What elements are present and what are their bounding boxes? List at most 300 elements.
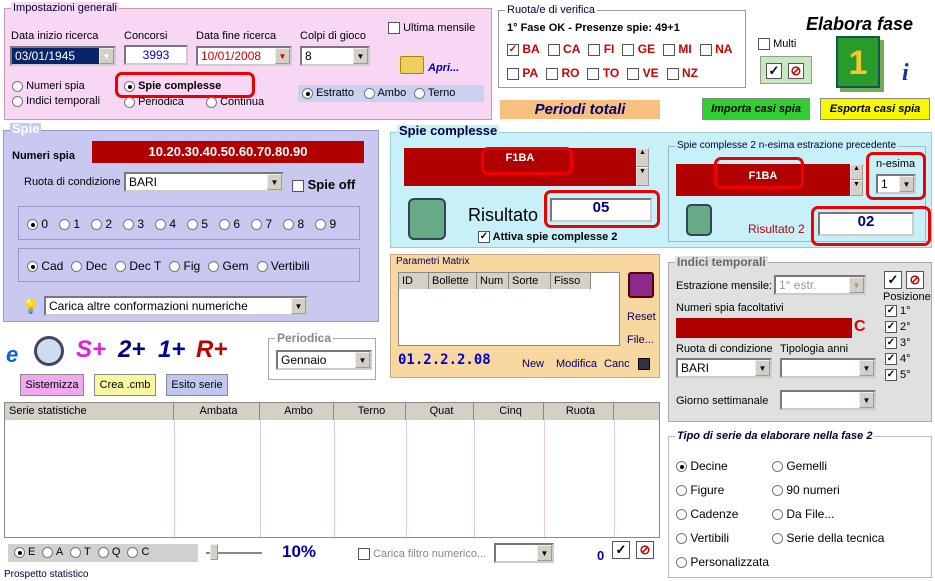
crea-cmb-button[interactable]: Crea .cmb — [94, 374, 156, 396]
save-icon[interactable] — [638, 358, 650, 370]
ambo-radio-label: Ambo — [377, 87, 407, 99]
digit-radio-0[interactable] — [27, 217, 48, 231]
radio[interactable] — [187, 219, 198, 230]
radio[interactable] — [315, 219, 326, 230]
checkbox[interactable]: ✓ — [886, 353, 896, 365]
tipo-serie-label: Vertibili — [687, 531, 730, 545]
radio[interactable] — [772, 485, 783, 496]
radio[interactable] — [676, 509, 687, 520]
checkbox[interactable] — [546, 68, 558, 80]
grid-col-cinq[interactable]: Cinq — [474, 403, 544, 420]
digit-label: 1 — [70, 217, 81, 231]
digit-label: 8 — [294, 217, 305, 231]
c-label: C — [854, 318, 866, 335]
ruota-label: CA — [563, 42, 581, 56]
posizione-checkboxes — [885, 303, 911, 383]
grid-col-lines — [174, 420, 175, 537]
carica-filtro-label: Carica filtro numerico... — [373, 548, 487, 560]
radio[interactable] — [70, 547, 81, 558]
radio[interactable] — [115, 261, 126, 272]
book-icon[interactable] — [628, 272, 654, 298]
posizione-4[interactable] — [885, 351, 911, 367]
checkbox[interactable] — [758, 38, 770, 50]
radio[interactable] — [676, 461, 687, 472]
grid-col-ruota[interactable]: Ruota — [544, 403, 614, 420]
tipo-serie-gemelli[interactable] — [772, 454, 884, 478]
impostazioni-title: Impostazioni generali — [13, 2, 117, 14]
tipo-serie-label: Personalizzata — [687, 555, 770, 569]
digit-radio-4[interactable] — [155, 217, 176, 231]
matrix-col-fisso: Fisso — [551, 273, 591, 289]
matrix-code: 01.2.2.2.08 — [398, 352, 491, 368]
continua-radio[interactable] — [206, 96, 264, 108]
sorte-label: Q — [108, 546, 121, 558]
sorte-label: T — [81, 546, 91, 558]
multi-toggle[interactable] — [758, 38, 796, 50]
reset-button[interactable]: Reset — [627, 311, 656, 323]
posizione-2[interactable] — [885, 319, 911, 335]
posizione-5[interactable] — [885, 367, 911, 383]
checkbox[interactable]: ✓ — [886, 305, 896, 317]
spie-complesse-title: Spie complesse — [399, 123, 498, 138]
highlight-box — [811, 206, 931, 246]
grid-col-lines — [614, 420, 615, 537]
grid-col-lines — [474, 420, 475, 537]
tipo-serie-decine[interactable] — [676, 454, 769, 478]
checkbox[interactable] — [627, 68, 639, 80]
chevron-down-icon[interactable]: ▼ — [755, 360, 770, 376]
radio[interactable] — [772, 533, 783, 544]
checkbox[interactable]: ✓ — [886, 369, 896, 381]
ruote-row-2 — [507, 66, 706, 80]
importa-button[interactable]: Importa casi spia — [702, 98, 810, 120]
device-icon — [686, 204, 712, 236]
digit-radio-5[interactable] — [187, 217, 208, 231]
radio[interactable] — [676, 485, 687, 496]
sorte-radio-q[interactable] — [98, 546, 121, 558]
tipo-serie-serie-della-tecnica[interactable] — [772, 526, 884, 550]
ruota-ve[interactable] — [627, 66, 658, 80]
radio[interactable] — [71, 261, 82, 272]
digit-label: 5 — [198, 217, 209, 231]
mode-label: Dec T — [126, 259, 162, 273]
ruota-verifica-title: Ruota/e di verifica — [507, 4, 596, 16]
phase-button[interactable] — [836, 36, 880, 88]
spie-complesse-2-title: Spie complesse 2 n-esima estrazione precedente — [677, 140, 897, 151]
grid-col-serie-statistiche[interactable]: Serie statistiche — [5, 403, 174, 420]
radio[interactable] — [251, 219, 262, 230]
checkbox[interactable] — [507, 68, 519, 80]
radio[interactable] — [676, 557, 687, 568]
radio[interactable] — [208, 261, 219, 272]
ruota-label: TO — [602, 66, 620, 80]
mode-label: Cad — [38, 259, 64, 273]
tipo-serie-figure[interactable] — [676, 478, 769, 502]
estratto-radio[interactable] — [302, 87, 354, 99]
highlight-box — [544, 190, 660, 228]
chevron-down-icon[interactable]: ▼ — [537, 545, 552, 561]
zoom-slider[interactable] — [206, 552, 262, 554]
radio[interactable] — [12, 81, 23, 92]
ruota-label: BA — [522, 42, 540, 56]
chevron-down-icon[interactable]: ▼ — [99, 48, 114, 64]
digit-label: 3 — [134, 217, 145, 231]
scroll-up-icon[interactable]: ▲ — [636, 148, 649, 167]
sorte-radio-e[interactable] — [14, 546, 35, 558]
carica-conformazioni-select[interactable] — [44, 296, 308, 316]
checkbox[interactable]: ✓ — [479, 231, 489, 243]
digit-radio-1[interactable] — [59, 217, 80, 231]
chevron-down-icon[interactable]: ▼ — [353, 48, 368, 64]
highlight-box — [714, 157, 804, 189]
sorte-radio-t[interactable] — [70, 546, 91, 558]
posizione-label: 2° — [897, 321, 911, 333]
checkbox[interactable] — [292, 180, 304, 192]
tipo-serie-label: Serie della tecnica — [783, 531, 885, 545]
radio[interactable] — [27, 261, 38, 272]
chevron-down-icon[interactable]: ▼ — [849, 277, 864, 293]
posizione-label: Posizione — [883, 291, 931, 303]
prospetto-label: Prospetto statistico — [4, 569, 89, 580]
ruota-label: VE — [642, 66, 659, 80]
chevron-down-icon[interactable]: ▼ — [859, 392, 874, 408]
matrix-title: Parametri Matrix — [396, 256, 470, 267]
tipo-serie-label: Cadenze — [687, 507, 739, 521]
data-fine-label: Data fine ricerca — [196, 30, 277, 42]
radio[interactable] — [59, 219, 70, 230]
tipo-serie-personalizzata[interactable] — [676, 550, 769, 574]
spie-off-toggle[interactable] — [292, 177, 355, 192]
concorsi-field[interactable] — [124, 45, 188, 65]
digit-radio-9[interactable] — [315, 217, 336, 231]
mode-radio-vertibili[interactable] — [257, 259, 310, 273]
check-icon[interactable]: ✓ — [884, 271, 902, 289]
ie-icon[interactable]: e — [6, 342, 19, 367]
digit-radio-7[interactable] — [251, 217, 272, 231]
ruota-verifica-info: 1° Fase OK - Presenze spie: 49+1 — [507, 22, 680, 34]
digit-label: 7 — [262, 217, 273, 231]
ruota-indici-label: Ruota di condizione — [676, 343, 773, 355]
mode-radio-dec-t[interactable] — [115, 259, 161, 273]
indici-temporali-radio[interactable] — [12, 95, 100, 107]
data-inizio-select[interactable] — [10, 46, 116, 66]
digit-radio-6[interactable] — [219, 217, 240, 231]
terno-radio-label: Terno — [427, 87, 456, 99]
indici-title: Indici temporali — [677, 255, 766, 269]
ruota-ge[interactable] — [622, 42, 655, 56]
nesima-value: 1 — [881, 177, 888, 191]
tipo-serie-label: Decine — [687, 459, 728, 473]
posizione-1[interactable] — [885, 303, 911, 319]
cancel-icon[interactable]: ⊘ — [788, 63, 804, 79]
sorte-label: E — [25, 546, 36, 558]
radio[interactable] — [12, 96, 23, 107]
grid-col-ambo[interactable]: Ambo — [260, 403, 334, 420]
digit-label: 2 — [102, 217, 113, 231]
tipo-serie-right — [772, 454, 884, 550]
radio[interactable] — [206, 97, 217, 108]
radio[interactable] — [27, 219, 38, 230]
ruota-condizione-label: Ruota di condizione — [24, 176, 121, 188]
numeri-spia-field[interactable] — [92, 141, 364, 163]
digit-radio-3[interactable] — [123, 217, 144, 231]
risultato-2-value: 02 — [857, 213, 875, 230]
numeri-spia-radio[interactable] — [12, 80, 85, 92]
grid-col-lines — [260, 420, 261, 537]
slider-thumb[interactable] — [210, 544, 218, 560]
mode-label: Gem — [219, 259, 249, 273]
posizione-3[interactable] — [885, 335, 911, 351]
radio[interactable] — [283, 219, 294, 230]
tipologia-label: Tipologia anni — [780, 343, 849, 355]
sorte-label: A — [53, 546, 64, 558]
cancel-icon[interactable]: ⊘ — [906, 271, 924, 289]
ruota-ba[interactable] — [507, 42, 540, 56]
grid-col-quat[interactable]: Quat — [406, 403, 474, 420]
phase-number: 1 — [848, 44, 868, 82]
ruota-mi[interactable] — [663, 42, 692, 56]
matrix-col-num: Num — [477, 273, 509, 289]
digit-radio-8[interactable] — [283, 217, 304, 231]
s-plus-logo: S+ — [76, 336, 107, 363]
attiva-spie-label: Attiva spie complesse 2 — [492, 231, 618, 243]
mode-radio-cad[interactable] — [27, 259, 63, 273]
estrazione-select[interactable] — [774, 275, 866, 295]
chevron-down-icon[interactable]: ▼ — [899, 176, 914, 192]
checkbox[interactable]: ✓ — [886, 321, 896, 333]
scroll-down-icon[interactable]: ▼ — [636, 167, 649, 186]
radio[interactable] — [155, 219, 166, 230]
lightbulb-icon: 💡 — [22, 298, 40, 314]
radio[interactable] — [414, 88, 425, 99]
tipo-serie-label: 90 numeri — [783, 483, 840, 497]
matrix-table[interactable] — [398, 272, 620, 346]
ruota-label: MI — [678, 42, 692, 56]
chevron-down-icon[interactable]: ▼ — [275, 48, 290, 64]
numeri-facoltativi-field[interactable] — [676, 318, 852, 338]
checkbox[interactable]: ✓ — [508, 43, 518, 55]
digit-label: 4 — [166, 217, 177, 231]
data-inizio-label: Data inizio ricerca — [11, 30, 99, 42]
mode-label: Dec — [82, 259, 108, 273]
carica-filtro-toggle[interactable] — [358, 548, 486, 560]
terno-radio[interactable] — [414, 87, 455, 99]
radio[interactable] — [91, 219, 102, 230]
matrix-col-bollette: Bollette — [429, 273, 477, 289]
checkbox[interactable] — [548, 44, 560, 56]
checkbox[interactable] — [663, 44, 675, 56]
concorsi-value: 3993 — [142, 48, 170, 62]
radio[interactable] — [169, 261, 180, 272]
periodica-title: Periodica — [277, 331, 332, 345]
modifica-button[interactable]: Modifica — [556, 358, 597, 370]
cancel-icon[interactable]: ⊘ — [636, 541, 654, 559]
apri-link[interactable]: Apri... — [428, 62, 460, 74]
ambo-radio[interactable] — [364, 87, 406, 99]
colpi-value: 8 — [305, 49, 312, 63]
radio[interactable] — [42, 547, 53, 558]
numeri-spia-radio-label: Numeri spia — [26, 80, 85, 92]
periodica-select[interactable] — [276, 350, 372, 370]
ruota-nz[interactable] — [667, 66, 698, 80]
data-fine-value: 10/01/2008 — [201, 49, 262, 63]
risultato-label: Risultato — [468, 205, 539, 225]
radio[interactable] — [676, 533, 687, 544]
esporta-button[interactable]: Esporta casi spia — [820, 98, 930, 120]
esito-serie-button[interactable]: Esito serie — [166, 374, 228, 396]
grid-col-lines — [334, 420, 335, 537]
digit-radio-group — [18, 206, 360, 240]
chevron-down-icon[interactable]: ▼ — [291, 298, 306, 314]
tipo-serie-label: Da File... — [783, 507, 835, 521]
radio[interactable] — [124, 97, 135, 108]
attiva-spie-toggle[interactable] — [478, 231, 617, 243]
ruota-ro[interactable] — [546, 66, 579, 80]
posizione-label: 5° — [897, 369, 911, 381]
risultato-value: 05 — [592, 199, 610, 216]
tipologia-select[interactable] — [780, 358, 876, 378]
sistemizza-button[interactable]: Sistemizza — [20, 374, 84, 396]
spie-complesse-2-value: F1BA — [748, 170, 778, 182]
mode-radio-gem[interactable] — [208, 259, 248, 273]
ruota-fi[interactable] — [588, 42, 614, 56]
radio[interactable] — [302, 88, 313, 99]
mode-label: Vertibili — [267, 259, 310, 273]
new-button[interactable]: New — [522, 358, 545, 370]
filtro-select[interactable] — [494, 543, 554, 563]
ruota-label: FI — [603, 42, 615, 56]
radio[interactable] — [772, 461, 783, 472]
carica-conformazioni-value: Carica altre conformazioni numeriche — [49, 299, 248, 313]
ruota-ca[interactable] — [548, 42, 581, 56]
ruota-label: RO — [561, 66, 580, 80]
ruota-label: NZ — [681, 66, 698, 80]
highlight-box — [866, 152, 926, 200]
grid-col-terno[interactable]: Terno — [334, 403, 406, 420]
one-plus-logo: 1+ — [158, 336, 186, 363]
radio[interactable] — [364, 88, 375, 99]
checkbox[interactable] — [358, 548, 370, 560]
data-fine-select[interactable] — [196, 46, 292, 66]
matrix-col-id: ID — [399, 273, 429, 289]
device-icon — [408, 198, 446, 240]
tipo-serie-90-numeri[interactable] — [772, 478, 884, 502]
serie-grid[interactable] — [4, 402, 660, 538]
colpi-label: Colpi di gioco — [300, 30, 367, 42]
tipo-serie-da-file---[interactable] — [772, 502, 884, 526]
ruota-label: NA — [715, 42, 733, 56]
radio[interactable] — [123, 219, 134, 230]
ruota-indici-value: BARI — [681, 361, 710, 375]
periodi-totali — [500, 100, 660, 119]
tipo-serie-left — [676, 454, 769, 574]
radio[interactable] — [98, 547, 109, 558]
magnifier-icon[interactable] — [34, 336, 64, 366]
colpi-select[interactable] — [300, 46, 370, 66]
continua-radio-label: Continua — [220, 96, 265, 108]
ruota-to[interactable] — [587, 66, 619, 80]
checkbox[interactable] — [667, 68, 679, 80]
mode-label: Fig — [180, 259, 201, 273]
ruota-na[interactable] — [700, 42, 733, 56]
digit-radio-2[interactable] — [91, 217, 112, 231]
tipo-serie-label: Gemelli — [783, 459, 828, 473]
data-inizio-value: 03/01/1945 — [15, 49, 76, 63]
tipo-serie-vertibili[interactable] — [676, 526, 769, 550]
periodica-radio-label: Periodica — [138, 96, 184, 108]
numeri-facoltativi-label: Numeri spia facoltativi — [676, 302, 784, 314]
mode-radio-group — [18, 248, 360, 282]
sorte-radio-group — [8, 544, 198, 562]
matrix-col-sorte: Sorte — [509, 273, 551, 289]
grid-col-ambata[interactable]: Ambata — [174, 403, 260, 420]
posizione-label: 4° — [897, 353, 911, 365]
risultato-2-label: Risultato 2 — [748, 222, 805, 236]
ruota-pa[interactable] — [507, 66, 538, 80]
check-icon[interactable]: ✓ — [766, 63, 782, 79]
folder-icon[interactable] — [400, 56, 424, 74]
radio[interactable] — [772, 509, 783, 520]
digit-label: 9 — [326, 217, 337, 231]
scroll-up-icon[interactable]: ▲ — [850, 164, 863, 180]
digit-label: 0 — [38, 217, 49, 231]
scroll-down-icon[interactable]: ▼ — [850, 180, 863, 196]
tipo-serie-title: Tipo di serie da elaborare nella fase 2 — [677, 430, 873, 442]
periodi-totali-label: Periodi totali — [534, 101, 626, 118]
checkbox[interactable] — [388, 22, 400, 34]
radio[interactable] — [127, 547, 138, 558]
digit-label: 6 — [230, 217, 241, 231]
sorte-radio-c[interactable] — [127, 546, 149, 558]
periodica-radio[interactable] — [124, 96, 184, 108]
checkbox[interactable] — [587, 68, 599, 80]
tipo-serie-cadenze[interactable] — [676, 502, 769, 526]
spie-complesse-radio-label: Spie complesse — [138, 80, 222, 92]
radio[interactable] — [257, 261, 268, 272]
percent-label: 10% — [282, 542, 317, 561]
mode-radio-dec[interactable] — [71, 259, 107, 273]
two-plus-logo: 2+ — [118, 336, 146, 363]
checkbox[interactable] — [622, 44, 634, 56]
ruota-condizione-value: BARI — [129, 175, 158, 189]
numeri-spia-label: Numeri spia — [12, 150, 75, 162]
radio[interactable] — [219, 219, 230, 230]
chevron-down-icon[interactable]: ▼ — [267, 174, 282, 190]
highlight-box — [115, 72, 255, 98]
check-icon[interactable]: ✓ — [612, 541, 630, 559]
checkbox[interactable] — [588, 44, 600, 56]
tipo-serie-label: Figure — [687, 483, 725, 497]
giorno-select[interactable] — [780, 390, 876, 410]
ultima-mensile-toggle[interactable] — [388, 22, 475, 34]
numeri-spia-value: 10.20.30.40.50.60.70.80.90 — [148, 144, 308, 159]
mode-radio-fig[interactable] — [169, 259, 200, 273]
ruota-condizione-select[interactable] — [124, 172, 284, 192]
sorte-radio-a[interactable] — [42, 546, 63, 558]
ruota-indici-select[interactable] — [676, 358, 772, 378]
radio[interactable] — [14, 547, 25, 558]
chevron-down-icon[interactable]: ▼ — [355, 352, 370, 368]
checkbox[interactable]: ✓ — [886, 337, 896, 349]
checkbox[interactable] — [700, 44, 712, 56]
sorte-label: C — [138, 546, 150, 558]
canc-button[interactable]: Canc — [604, 358, 630, 370]
posizione-label: 3° — [897, 337, 911, 349]
chevron-down-icon[interactable]: ▼ — [859, 360, 874, 376]
info-icon[interactable]: i — [902, 60, 909, 86]
file-button[interactable]: File... — [627, 334, 654, 346]
spie-title: Spie — [12, 121, 40, 136]
